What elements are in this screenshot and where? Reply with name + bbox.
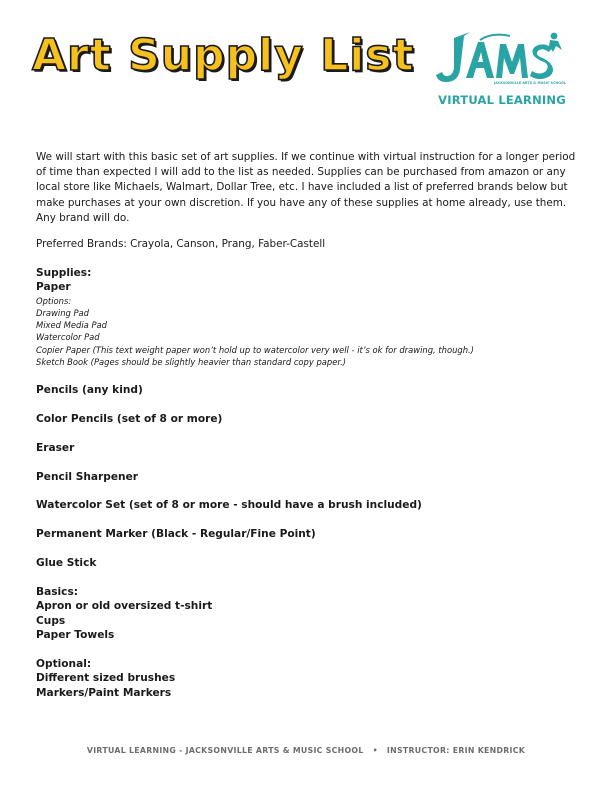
basics-item: Apron or old oversized t-shirt bbox=[36, 600, 213, 613]
optional-item: Different sized brushes bbox=[36, 672, 176, 685]
basics-item: Cups bbox=[36, 614, 66, 627]
paper-option: Mixed Media Pad bbox=[36, 320, 107, 331]
optional-heading: Optional: bbox=[36, 658, 92, 670]
optional-item: Markers/Paint Markers bbox=[36, 686, 172, 699]
paper-section bbox=[36, 266, 474, 368]
paper-option: Watercolor Pad bbox=[36, 332, 100, 343]
page-footer bbox=[0, 746, 612, 755]
paper-option: Drawing Pad bbox=[36, 308, 89, 319]
paper-option: Copier Paper (This text weight paper won’t hold up to watercolor very well - it’s ok for drawing, though.) bbox=[36, 344, 474, 355]
footer-instructor: INSTRUCTOR: ERIN KENDRICK bbox=[386, 746, 526, 755]
supply-item: Eraser bbox=[36, 442, 75, 454]
supply-item: Watercolor Set (set of 8 or more - should have a brush included) bbox=[36, 499, 422, 511]
footer-separator: • bbox=[372, 746, 378, 755]
basics-section bbox=[36, 585, 212, 643]
optional-section bbox=[36, 657, 175, 700]
page-title: Art Supply List bbox=[32, 30, 415, 81]
logo-subtitle: VIRTUAL LEARNING bbox=[438, 93, 566, 107]
logo-school-name: JACKSONVILLE ARTS & MUSIC SCHOOL bbox=[494, 81, 567, 85]
supply-item: Color Pencils (set of 8 or more) bbox=[36, 413, 223, 425]
footer-school: VIRTUAL LEARNING - JACKSONVILLE ARTS & MUSIC SCHOOL bbox=[86, 746, 364, 755]
basics-heading: Basics: bbox=[36, 586, 78, 598]
supply-item: Glue Stick bbox=[36, 557, 97, 569]
paper-label: Paper bbox=[36, 281, 71, 294]
jams-logo bbox=[432, 28, 572, 118]
basics-item: Paper Towels bbox=[36, 629, 115, 642]
supplies-heading: Supplies: bbox=[36, 267, 92, 279]
intro-paragraph: We will start with this basic set of art supplies. If we continue with virtual instruction for a longer period of time than expected I will add to the list as needed. Supplies can be purchased from amazon or any local store like Michaels, Walmart, Dollar Tree, etc. I have included a list of preferred brands below but make purchases at your own discretion. If you have any of these supplies at home already, use them. Any brand will do. bbox=[36, 151, 576, 224]
paper-option: Sketch Book (Pages should be slightly heavier than standard copy paper.) bbox=[36, 356, 347, 367]
preferred-brands: Preferred Brands: Crayola, Canson, Prang, Faber-Castell bbox=[36, 238, 326, 250]
paper-options-label: Options: bbox=[36, 295, 72, 306]
supply-item: Pencils (any kind) bbox=[36, 384, 143, 396]
supply-item: Permanent Marker (Black - Regular/Fine Point) bbox=[36, 528, 316, 540]
supply-item: Pencil Sharpener bbox=[36, 471, 138, 483]
